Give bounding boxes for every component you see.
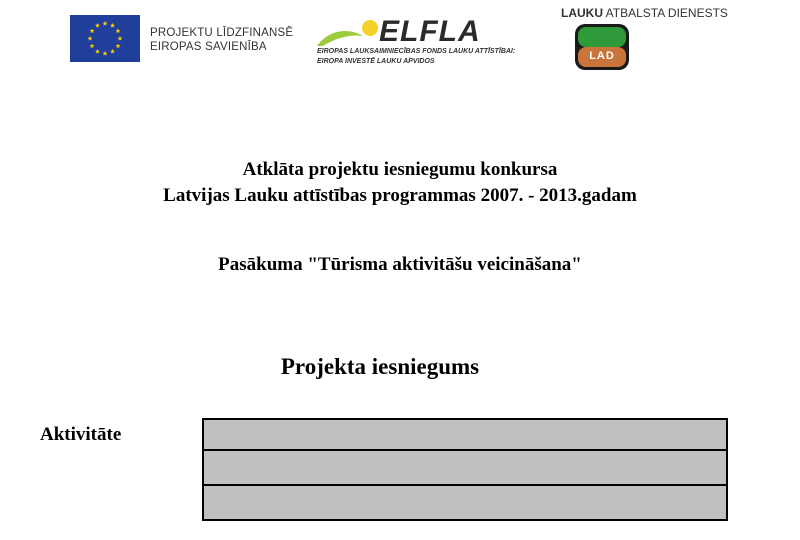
- eu-star-icon: [116, 43, 121, 48]
- document-title: Projekta iesniegums: [280, 354, 480, 379]
- activity-row: [203, 485, 727, 520]
- heading-measure: Pasākuma "Tūrisma aktivitāšu veicināšana": [218, 254, 582, 275]
- activity-field-1[interactable]: [203, 419, 727, 450]
- heading-programme: Latvijas Lauku attīstības programmas 2007. - 2013.gadam: [163, 185, 637, 206]
- logo-bar: [0, 0, 800, 80]
- eu-cofinance-text: [150, 26, 293, 54]
- eu-star-icon: [110, 49, 115, 54]
- activity-label: Aktivitāte: [40, 424, 122, 445]
- activity-table: [202, 418, 728, 521]
- heading-competition: Atklāta projektu iesniegumu konkursa: [242, 159, 558, 180]
- elfla-wordmark: ELFLA: [379, 15, 481, 48]
- activity-field-2[interactable]: [203, 450, 727, 485]
- lad-logo: [555, 6, 728, 72]
- eu-star-icon: [90, 43, 95, 48]
- elfla-logo: [315, 12, 545, 72]
- eu-text-line1: PROJEKTU LĪDZFINANSĒ: [150, 27, 294, 39]
- lad-service-name: [561, 6, 728, 20]
- eu-star-icon: [95, 23, 100, 28]
- eu-star-icon: [95, 49, 100, 54]
- activity-field-3[interactable]: [203, 485, 727, 520]
- eu-star-icon: [110, 23, 115, 28]
- eu-flag-icon: [70, 15, 140, 62]
- eu-star-icon: [88, 36, 93, 41]
- lad-name-rest: ATBALSTA DIENESTS: [603, 6, 728, 20]
- eu-star-icon: [116, 28, 121, 33]
- elfla-sun-leaf-icon: [315, 18, 381, 48]
- eu-star-icon: [103, 51, 108, 56]
- lad-name-bold: LAUKU: [561, 6, 603, 20]
- activity-row: [203, 450, 727, 485]
- eu-star-icon: [118, 36, 123, 41]
- elfla-sub-line2: EIROPA INVESTĒ LAUKU APVIDOS: [317, 58, 435, 65]
- eu-star-icon: [90, 28, 95, 33]
- lad-badge-text: LAD: [589, 50, 615, 62]
- lad-badge-icon: [573, 22, 631, 72]
- activity-row: [203, 419, 727, 450]
- elfla-sub-line1: EIROPAS LAUKSAIMNIECĪBAS FONDS LAUKU ATTĪSTĪBAI:: [317, 48, 516, 55]
- elfla-subtitle: [317, 47, 547, 67]
- eu-star-icon: [103, 21, 108, 26]
- eu-text-line2: EIROPAS SAVIENĪBA: [150, 41, 267, 53]
